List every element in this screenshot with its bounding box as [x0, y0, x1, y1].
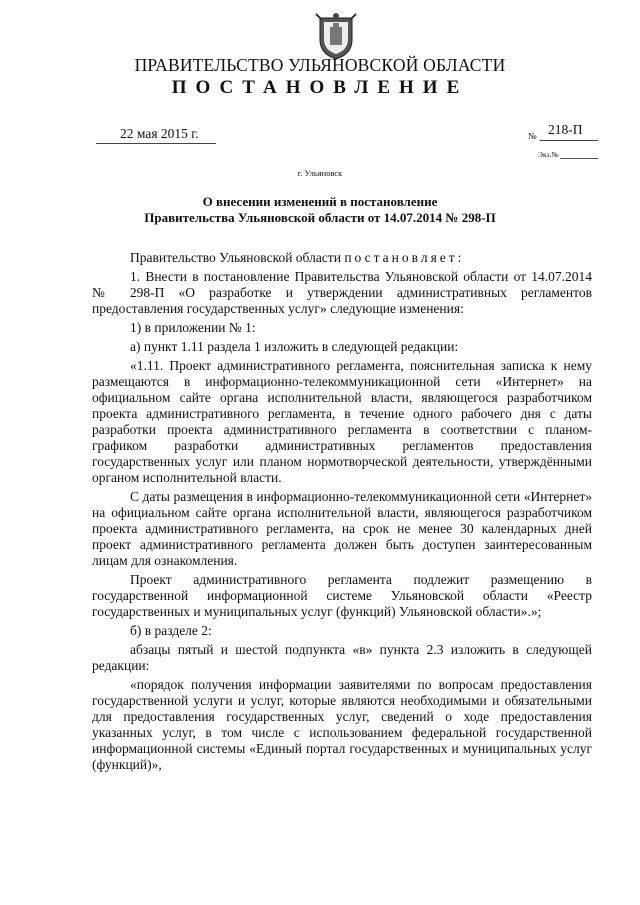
- date-underline: [96, 143, 216, 144]
- body-paragraph: абзацы пятый и шестой подпункта «в» пункта 2.3 изложить в следующей редакции:: [92, 642, 592, 673]
- intro-text: Правительство Ульяновской области: [130, 250, 345, 265]
- body-paragraph: Проект административного регламента подлежит размещению в государственной информационной системе Ульяновской области «Реестр государственных и муниципальных услуг (функций) Ульяновской области».»;: [92, 572, 592, 619]
- body-paragraph: б) в разделе 2:: [130, 623, 212, 638]
- number-sign: №: [528, 131, 537, 141]
- body-paragraph: 1. Внести в постановление Правительства Ульяновской области от 14.07.2014 № 298-П «О разработке и утверждении административных регламентов предоставления государственных услуг» следующие изменения:: [92, 269, 592, 316]
- copy-label: Экз.№: [538, 150, 559, 159]
- title-line-2: Правительства Ульяновской области от 14.07.2014 № 298-П: [144, 209, 496, 225]
- intro-verb: постановляет:: [344, 250, 465, 265]
- document-number: 218-П: [548, 122, 583, 137]
- document-title: [60, 194, 580, 225]
- intro-paragraph: [92, 250, 592, 266]
- body-paragraph: 1) в приложении № 1:: [130, 320, 256, 335]
- copy-underline: [560, 158, 598, 159]
- body-paragraph: а) пункт 1.11 раздела 1 изложить в следующей редакции:: [130, 339, 459, 354]
- body-paragraph: С даты размещения в информационно-телекоммуникационной сети «Интернет» на официальном сайте органа исполнительной власти, являющегося разработчиком проекта административного регламента, на срок не менее 30 календарных дней проект административного регламента должен быть доступен заинтересованным лицам для ознакомления.: [92, 489, 592, 568]
- number-underline: [540, 140, 598, 141]
- document-body: [92, 250, 592, 776]
- organization-name: ПРАВИТЕЛЬСТВО УЛЬЯНОВСКОЙ ОБЛАСТИ: [134, 55, 506, 75]
- coat-of-arms-emblem: [314, 12, 358, 60]
- title-line-1: О внесении изменений в постановление: [202, 194, 438, 209]
- body-paragraph: «порядок получения информации заявителями по вопросам предоставления государственной услуги и услуг, которые являются необходимыми и обязательными для предоставления государственных услуг, сведений о ходе предоставления указанных услуг, в том числе с использованием федеральной государственной информационной системы «Единый портал государственных и муниципальных услуг (функций)»,: [92, 677, 592, 772]
- document-date: 22 мая 2015 г.: [120, 126, 199, 141]
- body-paragraph: «1.11. Проект административного регламента, пояснительная записка к нему размещаются в информационно-телекоммуникационной сети «Интернет» на официальном сайте органа исполнительной власти, являющегося разработчиком проекта административного регламента, в течение одного рабочего дня с даты разработки проекта административного регламента в соответствии с планом-графиком разработки административных регламентов предоставления государственных услуг или планом нормотворческой деятельности, утверждёнными органом исполнительной власти.: [92, 358, 592, 485]
- document-type: ПОСТАНОВЛЕНИЕ: [171, 77, 469, 98]
- city-name: г. Ульяновск: [297, 168, 343, 178]
